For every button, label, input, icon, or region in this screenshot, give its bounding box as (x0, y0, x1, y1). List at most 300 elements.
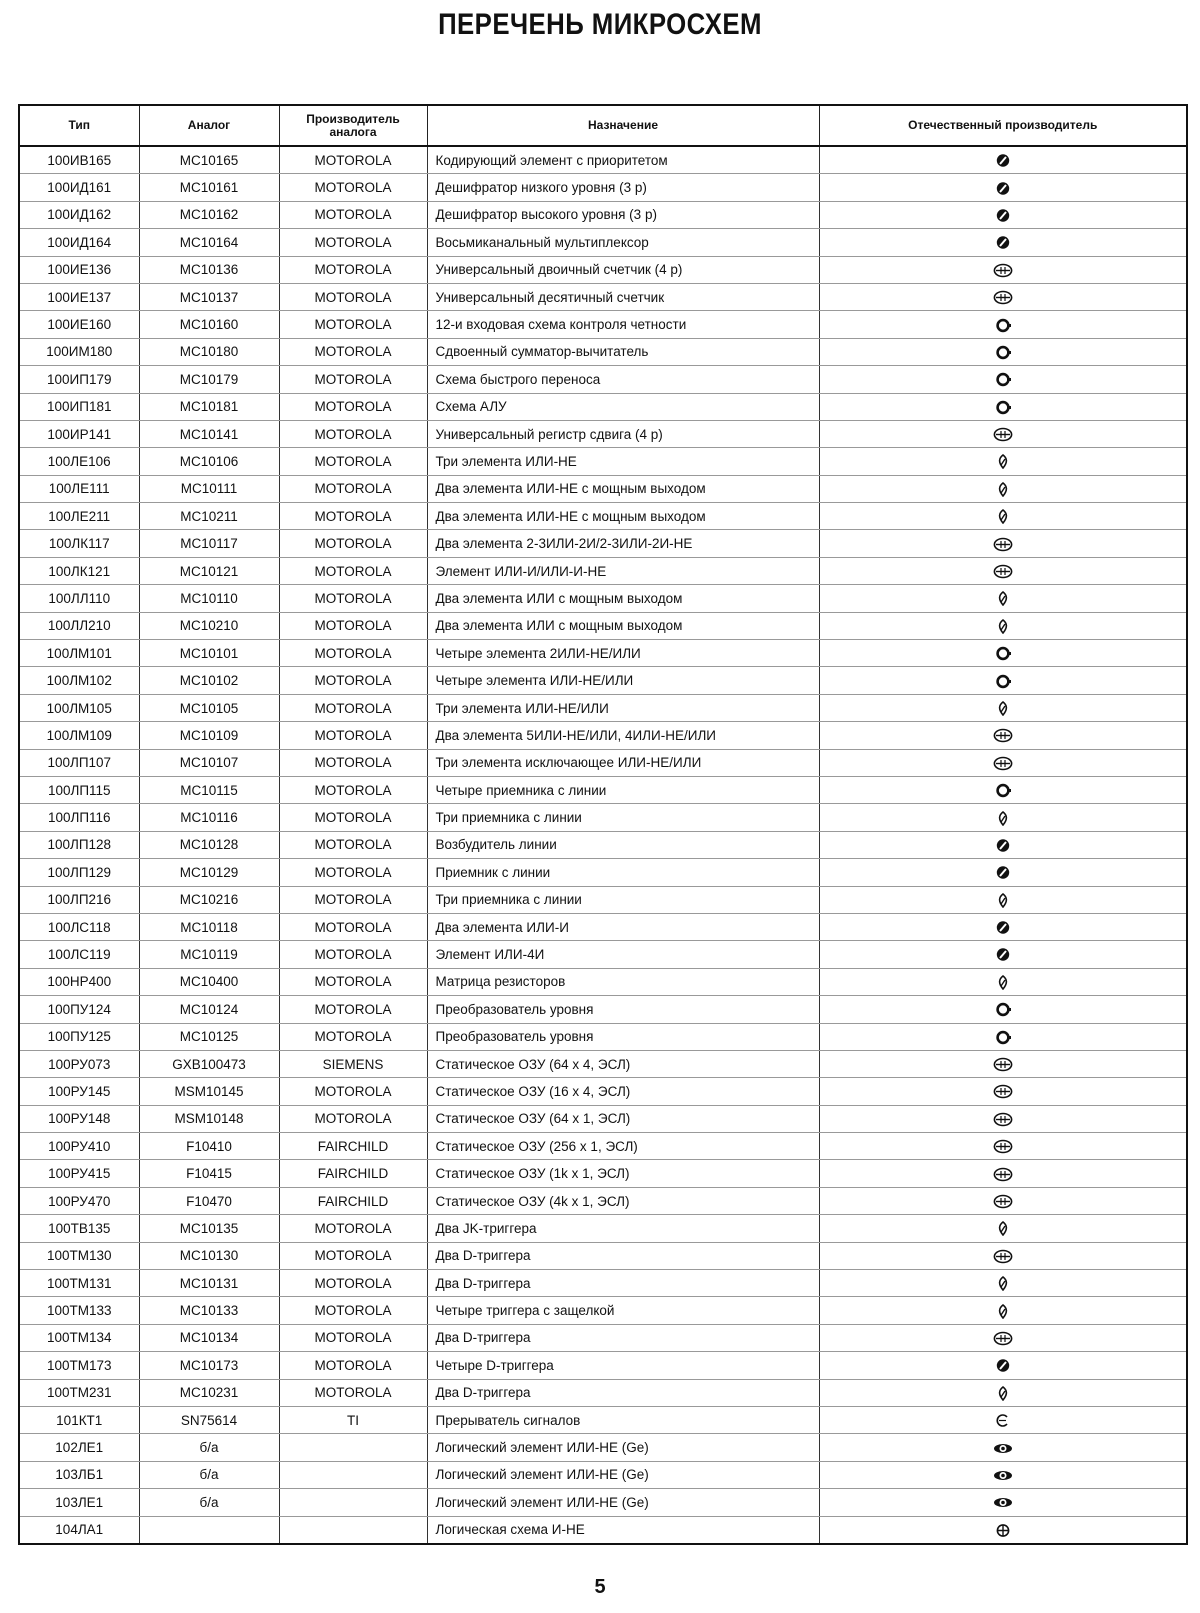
cell-type: 100ЛП115 (19, 776, 139, 803)
cell-purpose: Схема АЛУ (427, 393, 819, 420)
cell-type: 100ИД161 (19, 174, 139, 201)
cell-type: 100ИП179 (19, 366, 139, 393)
cell-maker: MOTOROLA (279, 1023, 427, 1050)
cell-purpose: Преобразователь уровня (427, 1023, 819, 1050)
cell-type: 100ТВ135 (19, 1215, 139, 1242)
table-row (19, 1215, 1187, 1242)
cell-type: 100ЛС118 (19, 913, 139, 940)
cell-purpose: Восьмиканальный мультиплексор (427, 229, 819, 256)
cell-maker: MOTOROLA (279, 667, 427, 694)
table-row (19, 859, 1187, 886)
flame-logo-icon (993, 454, 1013, 469)
cell-type: 100РУ410 (19, 1133, 139, 1160)
cell-purpose: Четыре элемента ИЛИ-НЕ/ИЛИ (427, 667, 819, 694)
cell-domestic-maker (819, 420, 1187, 447)
cell-domestic-maker (819, 1187, 1187, 1214)
winged-logo-icon (993, 1494, 1013, 1509)
table-row (19, 1242, 1187, 1269)
cell-analog: б/а (139, 1461, 279, 1488)
cell-domestic-maker (819, 694, 1187, 721)
cell-analog: MC10131 (139, 1270, 279, 1297)
cell-maker: MOTOROLA (279, 996, 427, 1023)
cell-maker: MOTOROLA (279, 585, 427, 612)
table-row (19, 201, 1187, 228)
cell-type: 100ЛП129 (19, 859, 139, 886)
cell-domestic-maker (819, 1379, 1187, 1406)
cell-purpose: Два элемента ИЛИ-НЕ с мощным выходом (427, 503, 819, 530)
cell-maker: MOTOROLA (279, 913, 427, 940)
cell-type: 100РУ145 (19, 1078, 139, 1105)
cell-domestic-maker (819, 1324, 1187, 1351)
cell-purpose: Два элемента 5ИЛИ-НЕ/ИЛИ, 4ИЛИ-НЕ/ИЛИ (427, 722, 819, 749)
cell-domestic-maker (819, 831, 1187, 858)
table-row (19, 1187, 1187, 1214)
cell-analog: б/а (139, 1434, 279, 1461)
table-row (19, 996, 1187, 1023)
cell-purpose: Два элемента ИЛИ с мощным выходом (427, 585, 819, 612)
microcircuit-table (18, 104, 1188, 1545)
open-ring-logo-icon (993, 782, 1013, 797)
cell-maker: MOTOROLA (279, 612, 427, 639)
cell-maker: MOTOROLA (279, 174, 427, 201)
table-row (19, 1434, 1187, 1461)
cell-purpose: Два JK-триггера (427, 1215, 819, 1242)
cell-analog: MC10128 (139, 831, 279, 858)
cell-type: 100ЛП216 (19, 886, 139, 913)
cell-type: 100ТМ231 (19, 1379, 139, 1406)
oval-mark-logo-icon (993, 1166, 1013, 1181)
cell-purpose: Два элемента ИЛИ с мощным выходом (427, 612, 819, 639)
table-row (19, 146, 1187, 174)
cell-analog: F10410 (139, 1133, 279, 1160)
cell-purpose: Приемник с линии (427, 859, 819, 886)
cell-analog: MC10106 (139, 448, 279, 475)
cell-domestic-maker (819, 941, 1187, 968)
cell-maker: MOTOROLA (279, 1105, 427, 1132)
cell-purpose: Четыре D-триггера (427, 1352, 819, 1379)
table-row (19, 1133, 1187, 1160)
cell-domestic-maker (819, 530, 1187, 557)
cell-domestic-maker (819, 886, 1187, 913)
cell-analog: MC10125 (139, 1023, 279, 1050)
cell-analog: F10415 (139, 1160, 279, 1187)
cell-purpose: Логический элемент ИЛИ-НЕ (Ge) (427, 1434, 819, 1461)
cell-purpose: Элемент ИЛИ-И/ИЛИ-И-НЕ (427, 557, 819, 584)
oval-mark-logo-icon (993, 426, 1013, 441)
cell-domestic-maker (819, 859, 1187, 886)
cell-maker: MOTOROLA (279, 557, 427, 584)
cell-purpose: Статическое ОЗУ (64 х 1, ЭСЛ) (427, 1105, 819, 1132)
cell-purpose: Три элемента ИЛИ-НЕ (427, 448, 819, 475)
cell-maker: FAIRCHILD (279, 1160, 427, 1187)
table-row (19, 1023, 1187, 1050)
table-row (19, 420, 1187, 447)
cell-analog: SN75614 (139, 1406, 279, 1433)
cell-analog: MC10111 (139, 475, 279, 502)
cell-purpose: Универсальный двоичный счетчик (4 р) (427, 256, 819, 283)
table-row (19, 776, 1187, 803)
table-row (19, 585, 1187, 612)
table-row (19, 1379, 1187, 1406)
cell-type: 100ИП181 (19, 393, 139, 420)
cell-purpose: Статическое ОЗУ (256 х 1, ЭСЛ) (427, 1133, 819, 1160)
cell-domestic-maker (819, 1489, 1187, 1516)
cell-maker: MOTOROLA (279, 420, 427, 447)
table-row (19, 1516, 1187, 1544)
oval-mark-logo-icon (993, 1330, 1013, 1345)
column-header-purpose: Назначение (427, 105, 819, 146)
table-row (19, 174, 1187, 201)
column-header-maker: Производитель аналога (279, 105, 427, 146)
cell-analog: MC10231 (139, 1379, 279, 1406)
cell-domestic-maker (819, 1297, 1187, 1324)
cell-maker: MOTOROLA (279, 722, 427, 749)
cell-domestic-maker (819, 1078, 1187, 1105)
cell-type: 100ТМ134 (19, 1324, 139, 1351)
cell-type: 100ЛМ101 (19, 640, 139, 667)
cell-purpose: Статическое ОЗУ (64 х 4, ЭСЛ) (427, 1050, 819, 1077)
page-title: ПЕРЕЧЕНЬ МИКРОСХЕМ (438, 8, 762, 41)
cell-purpose: Элемент ИЛИ-4И (427, 941, 819, 968)
flame-logo-icon (993, 1303, 1013, 1318)
cell-type: 100ТМ131 (19, 1270, 139, 1297)
circle-slash-logo-icon (993, 947, 1013, 962)
cell-purpose: Три элемента исключающее ИЛИ-НЕ/ИЛИ (427, 749, 819, 776)
cell-purpose: Возбудитель линии (427, 831, 819, 858)
cell-purpose: Два D-триггера (427, 1324, 819, 1351)
cell-domestic-maker (819, 1215, 1187, 1242)
cell-domestic-maker (819, 913, 1187, 940)
cell-domestic-maker (819, 585, 1187, 612)
cell-type: 102ЛЕ1 (19, 1434, 139, 1461)
cell-analog: MSM10145 (139, 1078, 279, 1105)
cell-maker: MOTOROLA (279, 475, 427, 502)
cell-analog: MC10181 (139, 393, 279, 420)
cell-domestic-maker (819, 776, 1187, 803)
flame-logo-icon (993, 1220, 1013, 1235)
flame-logo-icon (993, 618, 1013, 633)
cell-type: 101КТ1 (19, 1406, 139, 1433)
oval-mark-logo-icon (993, 727, 1013, 742)
cell-maker (279, 1434, 427, 1461)
table-row (19, 612, 1187, 639)
cell-purpose: Статическое ОЗУ (1k х 1, ЭСЛ) (427, 1160, 819, 1187)
flame-logo-icon (993, 1385, 1013, 1400)
table-row (19, 1324, 1187, 1351)
cell-purpose: Дешифратор высокого уровня (3 р) (427, 201, 819, 228)
cell-maker (279, 1489, 427, 1516)
cell-analog: MC10136 (139, 256, 279, 283)
open-ring-logo-icon (993, 673, 1013, 688)
cell-type: 100ИД162 (19, 201, 139, 228)
flame-logo-icon (993, 590, 1013, 605)
cell-purpose: Четыре приемника с линии (427, 776, 819, 803)
cell-type: 100ИМ180 (19, 338, 139, 365)
oval-mark-logo-icon (993, 755, 1013, 770)
winged-logo-icon (993, 1440, 1013, 1455)
table-row (19, 749, 1187, 776)
cell-type: 100РУ415 (19, 1160, 139, 1187)
oval-mark-logo-icon (993, 563, 1013, 578)
oval-mark-logo-icon (993, 1193, 1013, 1208)
cell-analog: MC10400 (139, 968, 279, 995)
table-row (19, 722, 1187, 749)
cell-purpose: Два D-триггера (427, 1379, 819, 1406)
cell-purpose: Прерыватель сигналов (427, 1406, 819, 1433)
table-row (19, 1406, 1187, 1433)
circle-slash-logo-icon (993, 837, 1013, 852)
cross-circle-logo-icon (993, 1522, 1013, 1537)
cell-domestic-maker (819, 1050, 1187, 1077)
flame-logo-icon (993, 810, 1013, 825)
table-row (19, 1489, 1187, 1516)
oval-mark-logo-icon (993, 1111, 1013, 1126)
cell-domestic-maker (819, 174, 1187, 201)
cell-analog: MC10137 (139, 283, 279, 310)
open-ring-logo-icon (993, 317, 1013, 332)
cell-maker: MOTOROLA (279, 256, 427, 283)
open-ring-logo-icon (993, 371, 1013, 386)
cell-purpose: Два D-триггера (427, 1270, 819, 1297)
table-row (19, 338, 1187, 365)
cell-analog: MC10133 (139, 1297, 279, 1324)
flame-logo-icon (993, 892, 1013, 907)
cell-domestic-maker (819, 1023, 1187, 1050)
open-ring-logo-icon (993, 645, 1013, 660)
cell-maker (279, 1461, 427, 1488)
cell-purpose: Сдвоенный сумматор-вычитатель (427, 338, 819, 365)
cell-analog: MC10164 (139, 229, 279, 256)
cell-type: 100ПУ124 (19, 996, 139, 1023)
cell-type: 100ТМ130 (19, 1242, 139, 1269)
table-row (19, 1352, 1187, 1379)
cell-analog: MC10101 (139, 640, 279, 667)
cell-analog: MC10134 (139, 1324, 279, 1351)
flame-logo-icon (993, 700, 1013, 715)
table-body (19, 146, 1187, 1544)
open-ring-logo-icon (993, 399, 1013, 414)
cell-purpose: Дешифратор низкого уровня (3 р) (427, 174, 819, 201)
cell-domestic-maker (819, 229, 1187, 256)
cell-analog: MC10109 (139, 722, 279, 749)
cell-type: 100ЛМ109 (19, 722, 139, 749)
circle-slash-logo-icon (993, 207, 1013, 222)
circle-slash-logo-icon (993, 234, 1013, 249)
cell-type: 100ИЕ136 (19, 256, 139, 283)
flame-logo-icon (993, 508, 1013, 523)
cell-domestic-maker (819, 201, 1187, 228)
cell-domestic-maker (819, 393, 1187, 420)
cell-type: 100ЛЕ111 (19, 475, 139, 502)
cell-type: 104ЛА1 (19, 1516, 139, 1544)
cell-purpose: Четыре элемента 2ИЛИ-НЕ/ИЛИ (427, 640, 819, 667)
table-row (19, 667, 1187, 694)
cell-type: 100РУ148 (19, 1105, 139, 1132)
cell-maker: MOTOROLA (279, 831, 427, 858)
cell-purpose: Два элемента ИЛИ-НЕ с мощным выходом (427, 475, 819, 502)
cell-analog: MC10179 (139, 366, 279, 393)
cell-maker: MOTOROLA (279, 804, 427, 831)
table-row (19, 229, 1187, 256)
cell-type: 100ЛЛ110 (19, 585, 139, 612)
table-row (19, 1078, 1187, 1105)
cell-type: 100РУ470 (19, 1187, 139, 1214)
flame-logo-icon (993, 974, 1013, 989)
cell-type: 100ЛК121 (19, 557, 139, 584)
table-row (19, 448, 1187, 475)
cell-domestic-maker (819, 1352, 1187, 1379)
column-header-domestic-maker: Отечественный производитель (819, 105, 1187, 146)
cell-analog: б/а (139, 1489, 279, 1516)
cell-maker: MOTOROLA (279, 968, 427, 995)
oval-mark-logo-icon (993, 536, 1013, 551)
cell-purpose: Преобразователь уровня (427, 996, 819, 1023)
cell-analog: MC10180 (139, 338, 279, 365)
cell-purpose: Схема быстрого переноса (427, 366, 819, 393)
cell-type: 100НР400 (19, 968, 139, 995)
table-row (19, 886, 1187, 913)
cell-purpose: Логический элемент ИЛИ-НЕ (Ge) (427, 1489, 819, 1516)
cell-type: 100ИР141 (19, 420, 139, 447)
cell-maker: MOTOROLA (279, 694, 427, 721)
cell-domestic-maker (819, 612, 1187, 639)
table-row (19, 1050, 1187, 1077)
table-row (19, 530, 1187, 557)
cell-analog: MC10162 (139, 201, 279, 228)
cell-analog: MC10102 (139, 667, 279, 694)
cell-type: 100ИЕ137 (19, 283, 139, 310)
cell-type: 100ЛМ105 (19, 694, 139, 721)
cell-type: 103ЛБ1 (19, 1461, 139, 1488)
cell-analog: MC10210 (139, 612, 279, 639)
column-header-type: Тип (19, 105, 139, 146)
table-row (19, 311, 1187, 338)
cell-maker: MOTOROLA (279, 366, 427, 393)
oval-mark-logo-icon (993, 1138, 1013, 1153)
cell-maker: TI (279, 1406, 427, 1433)
cell-analog: MC10161 (139, 174, 279, 201)
cell-maker: MOTOROLA (279, 338, 427, 365)
cell-maker (279, 1516, 427, 1544)
cell-domestic-maker (819, 146, 1187, 174)
table-row (19, 1461, 1187, 1488)
cell-analog: MC10107 (139, 749, 279, 776)
oval-mark-logo-icon (993, 1084, 1013, 1099)
cell-type: 100ИВ165 (19, 146, 139, 174)
cell-purpose: Два элемента 2-3ИЛИ-2И/2-3ИЛИ-2И-НЕ (427, 530, 819, 557)
cell-maker: MOTOROLA (279, 859, 427, 886)
cell-purpose: Статическое ОЗУ (4k х 1, ЭСЛ) (427, 1187, 819, 1214)
cell-type: 100ТМ173 (19, 1352, 139, 1379)
cell-analog: MC10141 (139, 420, 279, 447)
cell-domestic-maker (819, 448, 1187, 475)
table-row (19, 475, 1187, 502)
cell-analog: MC10211 (139, 503, 279, 530)
cell-maker: MOTOROLA (279, 1324, 427, 1351)
circle-slash-logo-icon (993, 1357, 1013, 1372)
cell-analog: MC10173 (139, 1352, 279, 1379)
table-row (19, 694, 1187, 721)
cell-analog: MC10117 (139, 530, 279, 557)
column-header-analog: Аналог (139, 105, 279, 146)
cell-purpose: Универсальный десятичный счетчик (427, 283, 819, 310)
cell-domestic-maker (819, 1461, 1187, 1488)
cell-analog: MC10216 (139, 886, 279, 913)
table-row (19, 640, 1187, 667)
cell-analog: MC10129 (139, 859, 279, 886)
oval-mark-logo-icon (993, 262, 1013, 277)
cell-domestic-maker (819, 1133, 1187, 1160)
cell-maker: MOTOROLA (279, 1078, 427, 1105)
cell-analog: GXB100473 (139, 1050, 279, 1077)
table-row (19, 1297, 1187, 1324)
cell-analog: MC10121 (139, 557, 279, 584)
table-row (19, 968, 1187, 995)
cell-analog: MC10116 (139, 804, 279, 831)
open-ring-logo-icon (993, 1029, 1013, 1044)
cell-analog: MSM10148 (139, 1105, 279, 1132)
cell-maker: MOTOROLA (279, 146, 427, 174)
cell-domestic-maker (819, 968, 1187, 995)
cell-analog: MC10135 (139, 1215, 279, 1242)
table-row (19, 1160, 1187, 1187)
cell-domestic-maker (819, 1270, 1187, 1297)
flame-logo-icon (993, 1275, 1013, 1290)
cell-purpose: Три приемника с линии (427, 886, 819, 913)
cell-domestic-maker (819, 1242, 1187, 1269)
cell-purpose: Логический элемент ИЛИ-НЕ (Ge) (427, 1461, 819, 1488)
cell-analog: MC10130 (139, 1242, 279, 1269)
cell-domestic-maker (819, 283, 1187, 310)
cell-domestic-maker (819, 1516, 1187, 1544)
cell-domestic-maker (819, 640, 1187, 667)
table-row (19, 557, 1187, 584)
table-row (19, 941, 1187, 968)
cell-type: 100ИЕ160 (19, 311, 139, 338)
cell-type: 100ЛП107 (19, 749, 139, 776)
cell-type: 103ЛЕ1 (19, 1489, 139, 1516)
cell-maker: MOTOROLA (279, 1352, 427, 1379)
circle-slash-logo-icon (993, 180, 1013, 195)
cell-purpose: Кодирующий элемент с приоритетом (427, 146, 819, 174)
table-row (19, 1270, 1187, 1297)
cell-type: 100ЛП128 (19, 831, 139, 858)
table-row (19, 831, 1187, 858)
cell-maker: MOTOROLA (279, 749, 427, 776)
cell-domestic-maker (819, 503, 1187, 530)
cell-domestic-maker (819, 366, 1187, 393)
cell-maker: MOTOROLA (279, 229, 427, 256)
cell-domestic-maker (819, 1406, 1187, 1433)
circle-slash-logo-icon (993, 152, 1013, 167)
cell-type: 100ЛЛ210 (19, 612, 139, 639)
table-row (19, 503, 1187, 530)
cell-maker: MOTOROLA (279, 503, 427, 530)
cell-domestic-maker (819, 1105, 1187, 1132)
circle-slash-logo-icon (993, 919, 1013, 934)
cell-type: 100ЛП116 (19, 804, 139, 831)
cell-domestic-maker (819, 311, 1187, 338)
circle-slash-logo-icon (993, 864, 1013, 879)
winged-logo-icon (993, 1467, 1013, 1482)
cell-maker: MOTOROLA (279, 448, 427, 475)
flame-logo-icon (993, 481, 1013, 496)
cell-type: 100ТМ133 (19, 1297, 139, 1324)
cell-purpose: Универсальный регистр сдвига (4 р) (427, 420, 819, 447)
cell-maker: MOTOROLA (279, 283, 427, 310)
cell-purpose: Статическое ОЗУ (16 х 4, ЭСЛ) (427, 1078, 819, 1105)
cell-analog: MC10110 (139, 585, 279, 612)
